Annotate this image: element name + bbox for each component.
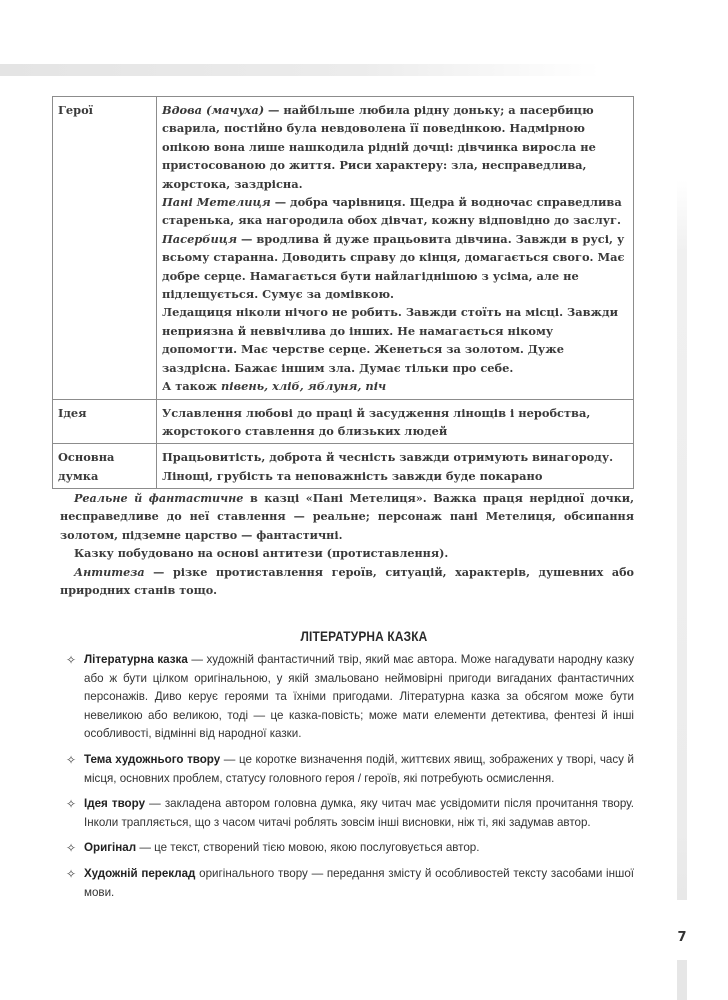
diamond-bullet-icon: ✧ <box>66 752 77 767</box>
definition-text: — це коротке визначення подій, життєвих явищ, зображених у творі, часу й місця, основних проблем, статусу головного героя / героїв, які потребують осмислення. <box>84 752 634 785</box>
definition-text: — закладена автором головна думка, яку читач має усвідомити після прочитання твору. Інколи трапляється, що з часом читачі роблять зовсім інші висновки, ніж ті, які задумав автор. <box>84 797 634 829</box>
hero-text: Ледащиця ніколи нічого не робить. Завжди стоїть на місці. Завжди неприязна й неввічлива до інших. Не намагається нікому допомогти. Має черстве серце. Женеться за золотом. Дуже заздрісна. Бажає іншим зла. Думає тільки про себе. <box>162 305 619 375</box>
hero-text: А також <box>162 379 221 394</box>
diamond-bullet-icon: ✧ <box>66 653 77 667</box>
page-number: 7 <box>677 930 687 945</box>
hero-stepdaughter <box>162 230 628 304</box>
row-label: Ідея <box>53 399 157 444</box>
row-text: Уславлення любові до праці й засудження лінощів і неробства, жорстокого ставлення до близьких людей <box>157 399 634 444</box>
prose-term: Антитеза <box>74 564 145 579</box>
definition-term: Літературна казка <box>84 653 188 666</box>
top-shadow-bar <box>0 64 600 76</box>
hero-term: Пасербиця <box>162 231 238 246</box>
page-edge-bar <box>677 180 687 900</box>
row-label <box>53 444 157 489</box>
hero-term: Пані Метелиця <box>162 195 271 210</box>
prose-paragraph <box>60 563 634 600</box>
section-title: ЛІТЕРАТУРНА КАЗКА <box>300 628 428 644</box>
definition-text: оригінального твору — передання змісту й особливостей тексту засобами іншої мови. <box>84 866 634 899</box>
definitions-list <box>66 651 634 909</box>
row-label: Герої <box>53 97 157 400</box>
definition-term: Оригінал <box>84 841 137 855</box>
definition-term: Ідея твору <box>84 797 146 811</box>
list-item <box>66 795 634 832</box>
definition-term: Художній переклад <box>84 866 196 880</box>
prose-paragraph <box>60 489 634 544</box>
hero-text: — вродлива й дуже працьовита дівчина. Завжди в русі, у всьому старанна. Доводить справу до кінця, домагається свого. Має добре серце. Намагається бути найлагіднішою з усіма, але не підлещується. Сумує за домівкою. <box>162 231 625 302</box>
prose-term: Реальне й фантастичне <box>74 491 244 505</box>
table-row-heroes <box>53 97 634 400</box>
table-row-idea <box>53 399 634 444</box>
diamond-bullet-icon: ✧ <box>66 841 77 856</box>
diamond-bullet-icon: ✧ <box>66 866 77 881</box>
list-item <box>66 865 634 902</box>
list-item <box>66 651 634 744</box>
fairy-tale-summary-table <box>52 96 634 489</box>
hero-text: — добра чарівниця. Щедра й водночас справедлива старенька, яка нагородила обох дівчат, кожну відповідно до заслуг. <box>162 195 622 228</box>
definition-text: — це текст, створений тією мовою, якою послуговується автор. <box>136 841 480 855</box>
hero-others <box>162 377 628 395</box>
prose-text: в казці «Пані Метелиця». Важка праця нерідної дочки, несправедливе до неї ставлення — реальне; персонаж пані Метелиця, обсипання золотом, підземне царство — фантастичні. <box>60 491 634 542</box>
table-row-main-thought <box>53 444 634 489</box>
hero-widow <box>162 101 628 193</box>
hero-term: Вдова (мачуха) <box>162 103 265 117</box>
diamond-bullet-icon: ✧ <box>66 797 77 812</box>
hero-text: — найбільше любила рідну доньку; а пасербицю сварила, постійно була невдоволена її поведінкою. Надмірною опікою вона лише нашкодила рідній дочці: дівчинка виросла не пристосованою до життя. Риси характеру: зла, несправедлива, жорстока, заздрісна. <box>162 103 596 191</box>
prose-block <box>60 489 634 599</box>
list-item <box>66 751 634 788</box>
prose-text: Казку побудовано на основі антитези (протиставлення). <box>74 546 449 561</box>
prose-paragraph <box>60 544 634 562</box>
row-text: Працьовитість, доброта й чесність завжди отримують винагороду. Лінощі, грубість та неповажність завжди буде покарано <box>157 444 634 489</box>
page-edge-bar-bottom <box>677 960 687 1000</box>
hero-lazy-girl <box>162 303 628 377</box>
definition-term: Тема художнього твору <box>84 752 221 766</box>
row-label-text: Основна думка <box>58 450 115 483</box>
list-item <box>66 839 634 858</box>
prose-text: — різке протиставлення героїв, ситуацій, характерів, душевних або природних станів тощо. <box>60 564 634 598</box>
heroes-cell <box>157 97 634 400</box>
hero-metelytsia <box>162 193 628 230</box>
hero-others-list: півень, хліб, яблуня, піч <box>220 379 387 394</box>
definition-text: — художній фантастичний твір, який має автора. Може нагадувати народну казку або ж бути цілком оригінальною, у якій змальовано неймовірні пригоди вигаданих фантастичних персонажів. Диво керує героями та їхніми пригодами. Літературна казка за обсягом може бути невеликою або великою, тоді — це казка-повість; може мати елементи детектива, фентезі й інші особливості, відмінні від народної казки. <box>84 653 634 741</box>
